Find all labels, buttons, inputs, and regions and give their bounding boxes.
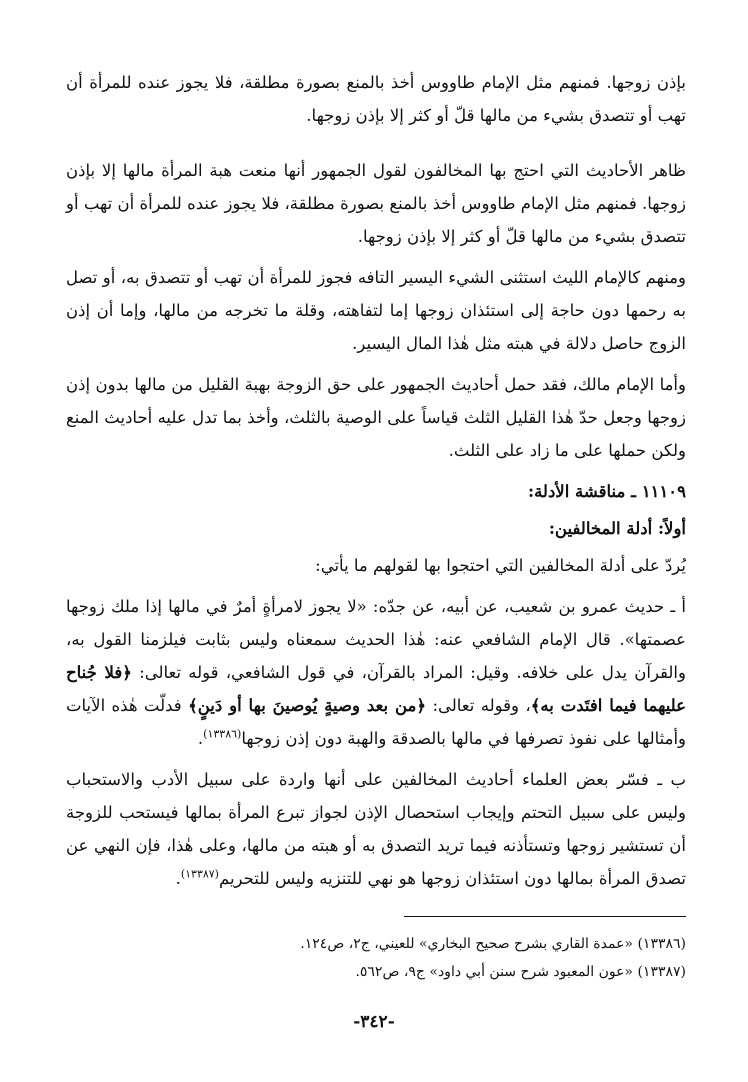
paragraph-3: ومنهم كالإمام الليث استثنى الشيء اليسير التافه فجوز للمرأة أن تهب أو تتصدق به، أو تصل به رحمها دون حاجة إلى استئذان زوجها إما لتفاهته، وقلة ما تخرجه من مالها، وإما أن إذن الزوج حاصل دلالة في هبته مثل هٰذا المال اليسير. bbox=[66, 268, 686, 353]
footnote-2: (١٣٣٨٧) «عون المعبود شرح سنن أبي داود» ج٩، ص٥٦٢. bbox=[355, 964, 686, 980]
section-number: ١١١٠٩ bbox=[641, 482, 686, 501]
paragraph-4: وأما الإمام مالك، فقد حمل أحاديث الجمهور على حق الزوجة بهبة القليل من مالها بدون إذن زوجها وجعل حدّ هٰذا القليل الثلث قياساً على الوصية بالثلث، وأخذ بما تدل عليه أحاديث المنع ولكن حملها على ما زاد على الثلث. bbox=[66, 375, 686, 460]
section-title: ـ مناقشة الأدلة: bbox=[528, 482, 636, 501]
paragraph-5: يُردّ على أدلة المخالفين التي احتجوا بها لقولهم ما يأتي: bbox=[315, 556, 686, 575]
paragraph-6-text-c: فدلّت هٰذه الآيات وأمثالها على نفوذ تصرفها في مالها بالصدقة والهبة دون إذن زوجها bbox=[66, 696, 686, 748]
footnote-divider bbox=[404, 916, 686, 917]
paragraph-7 bbox=[66, 763, 686, 895]
subsection-heading: أولاً: أدلة المخالفين: bbox=[548, 519, 686, 538]
paragraph-6-text-a: أ ـ حديث عمرو بن شعيب، عن أبيه، عن جدّه: «لا يجوز لامرأةٍ أمرٌ في مالها إذا ملك زوجها عصمتها». قال الإمام الشافعي عنه: هٰذا الحديث سمعناه وليس بثابت فيلزمنا القول به، والقرآن يدل على خلافه. وقيل: المراد بالقرآن، في قول الشافعي، قوله تعالى: bbox=[66, 597, 686, 682]
quran-quote-1: ﴿فلا جُناح عليهما فيما افتَدت به﴾ bbox=[66, 663, 686, 715]
paragraph-6-end: . bbox=[197, 729, 204, 748]
paragraph-2: ظاهر الأحاديث التي احتج بها المخالفون لقول الجمهور أنها منعت هبة المرأة مالها إلا بإذن زوجها. فمنهم مثل الإمام طاووس أخذ بالمنع بصورة مطلقة، فلا يجوز عنده للمرأة أن تهب أو تتصدق بشيء من مالها قلّ أو كثر إلا بإذن زوجها. bbox=[66, 161, 686, 246]
paragraph-6-text-b: ، وقوله تعالى: bbox=[432, 696, 531, 715]
paragraph-7-end: . bbox=[175, 869, 181, 888]
footnotes bbox=[66, 930, 686, 986]
page-number: -٣٤٢- bbox=[353, 1012, 395, 1032]
paragraph-6 bbox=[66, 590, 686, 755]
footnote-ref-1[interactable]: (١٣٣٨٦) bbox=[203, 727, 242, 741]
paragraph-7-text: ب ـ فسّر بعض العلماء أحاديث المخالفين على أنها واردة على سبيل الأدب والاستحباب وليس على سبيل التحتم وإيجاب استحصال الإذن لجواز تبرع المرأة بمالها فيستحب للزوجة أن تستشير زوجها وتستأذنه فيما تريد التصدق به أو هبته من مالها، وعلى هٰذا، فإن النهي عن تصدق المرأة بمالها دون استئذان زوجها هو نهي للتنزيه وليس للتحريم bbox=[66, 770, 686, 888]
paragraph-1: بإذن زوجها. فمنهم مثل الإمام طاووس أخذ بالمنع بصورة مطلقة، فلا يجوز عنده للمرأة أن تهب أو تتصدق بشيء من مالها قلّ أو كثر إلا بإذن زوجها. bbox=[66, 73, 686, 125]
footnote-ref-2[interactable]: (١٣٣٨٧) bbox=[180, 867, 219, 881]
section-heading bbox=[66, 475, 686, 508]
footnote-1: (١٣٣٨٦) «عمدة القاري بشرح صحيح البخاري» للعيني، ج٢، ص١٢٤. bbox=[300, 936, 686, 952]
quran-quote-2: ﴿من بعد وصيةٍ يُوصينَ بها أو دَينٍ﴾ bbox=[188, 696, 427, 715]
